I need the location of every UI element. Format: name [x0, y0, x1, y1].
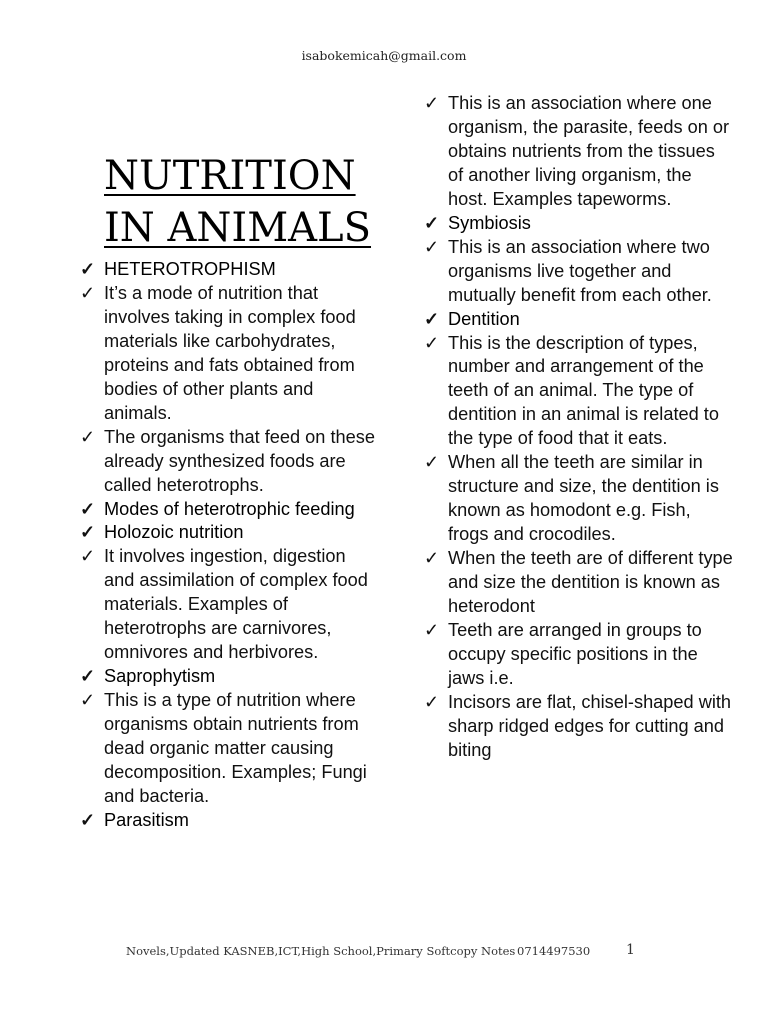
checkmark-icon: ✓	[80, 259, 96, 279]
checkmark-icon: ✓	[424, 619, 440, 640]
bullet-text: This is an association where two organisms live together and mutually benefit from each other.	[448, 236, 712, 305]
checkmark-icon: ✓	[80, 282, 96, 303]
section-heading	[424, 308, 734, 332]
checkmark-icon: ✓	[424, 452, 440, 473]
heading-text: Symbiosis	[448, 212, 531, 233]
bullet-text: Incisors are flat, chisel-shaped with sharp ridged edges for cutting and biting	[448, 691, 732, 760]
heading-text: Holozoic nutrition	[104, 522, 244, 543]
bullet-text: It involves ingestion, digestion and assimilation of complex food materials. Examples of heterotrophs are carnivores, omnivores and herbivores.	[104, 546, 368, 663]
title-line-1: NUTRITION	[104, 153, 356, 199]
heading-text: Modes of heterotrophic feeding	[104, 498, 355, 519]
heading-text: Saprophytism	[104, 666, 216, 687]
right-column	[424, 92, 734, 763]
checkmark-icon: ✓	[424, 236, 440, 257]
heading-text: Dentition	[448, 308, 520, 329]
checkmark-icon: ✓	[424, 93, 440, 113]
bullet-text: When all the teeth are similar in structure and size, the dentition is known as homodont e.g. Fish, frogs and crocodiles.	[448, 452, 719, 545]
checkmark-icon: ✓	[80, 546, 96, 567]
checkmark-icon: ✓	[424, 332, 440, 353]
checkmark-icon: ✓	[80, 666, 96, 687]
bullet-text: This is an association where one organism, the parasite, feeds on or obtains nutrients from the tissues of another living organism, the host. Examples tapeworms.	[448, 93, 730, 209]
section-heading	[80, 665, 380, 689]
title-line-2: IN ANIMALS	[104, 205, 372, 251]
bullet-text: This is a type of nutrition where organisms obtain nutrients from dead organic matter causing decomposition. Examples; Fungi and bacteria.	[104, 690, 367, 806]
page-footer	[126, 944, 646, 958]
bullet-item	[80, 282, 380, 426]
checkmark-icon: ✓	[424, 212, 440, 233]
bullet-item	[424, 236, 734, 308]
checkmark-icon: ✓	[80, 809, 96, 830]
footer-phone: 0714497530	[517, 944, 591, 958]
section-heading	[80, 258, 380, 282]
section-heading	[80, 809, 380, 833]
checkmark-icon: ✓	[424, 308, 440, 329]
section-heading	[80, 498, 380, 522]
footer-text: Novels,Updated KASNEB,ICT,High School,Primary Softcopy Notes	[126, 944, 516, 958]
page-number: 1	[626, 942, 635, 958]
section-heading	[424, 212, 734, 236]
page-title	[104, 150, 404, 254]
bullet-text: It’s a mode of nutrition that involves taking in complex food materials like carbohydrates, proteins and fats obtained from bodies of other plants and animals.	[104, 282, 356, 423]
checkmark-icon: ✓	[424, 548, 440, 569]
checkmark-icon: ✓	[80, 690, 96, 711]
bullet-item	[424, 691, 734, 763]
bullet-item	[80, 545, 380, 665]
bullet-item	[424, 619, 734, 691]
checkmark-icon: ✓	[424, 691, 440, 712]
heading-text: HETEROTROPHISM	[104, 259, 276, 279]
bullet-item	[424, 332, 734, 452]
checkmark-icon: ✓	[80, 522, 96, 543]
bullet-text: Teeth are arranged in groups to occupy specific positions in the jaws i.e.	[448, 619, 702, 688]
bullet-item	[424, 92, 734, 212]
bullet-text: This is the description of types, number and arrangement of the teeth of an animal. The type of dentition in an animal is related to the type of food that it eats.	[448, 332, 719, 449]
bullet-item	[424, 451, 734, 547]
bullet-item	[80, 426, 380, 498]
bullet-text: The organisms that feed on these already synthesized foods are called heterotrophs.	[104, 426, 375, 495]
bullet-text: When the teeth are of different type and size the dentition is known as heterodont	[448, 548, 733, 617]
bullet-item	[80, 689, 380, 809]
header-email: isabokemicah@gmail.com	[301, 48, 467, 63]
checkmark-icon: ✓	[80, 426, 96, 447]
checkmark-icon: ✓	[80, 498, 96, 519]
left-column	[80, 258, 380, 833]
section-heading	[80, 521, 380, 545]
bullet-item	[424, 547, 734, 619]
heading-text: Parasitism	[104, 809, 189, 830]
